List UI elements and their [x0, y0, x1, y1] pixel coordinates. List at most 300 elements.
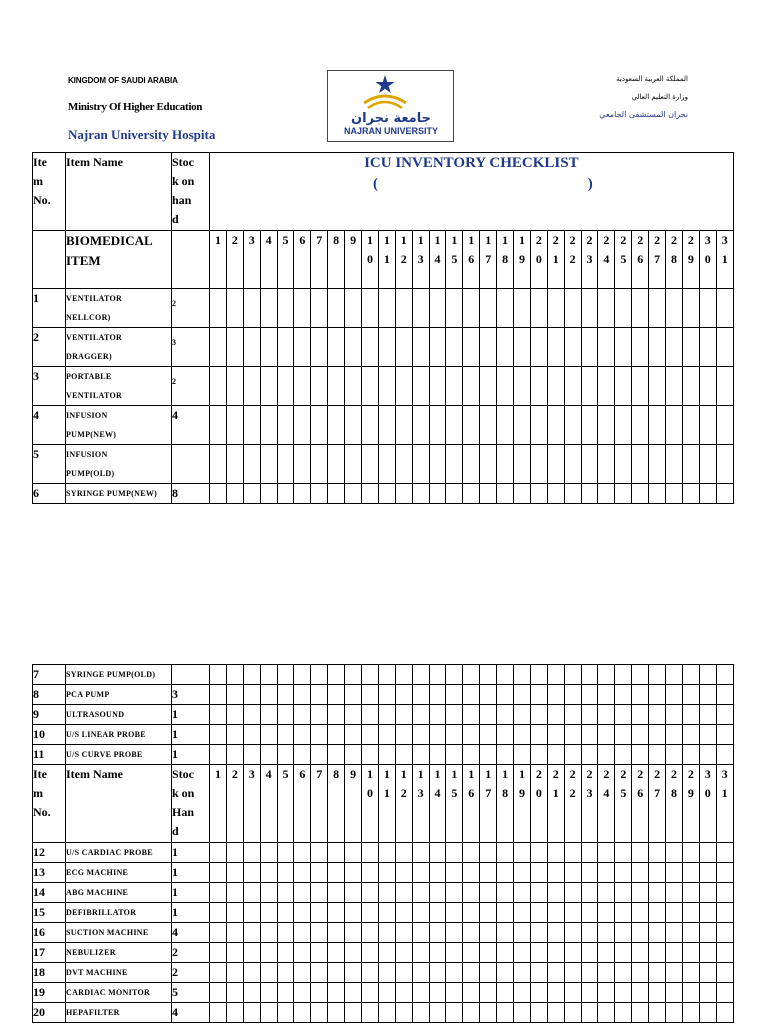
- table-row: [33, 289, 734, 328]
- day-check-cell: [429, 903, 446, 923]
- day-check-cell: [615, 705, 632, 725]
- day-number: 2 4: [598, 231, 615, 289]
- day-number: 1 1: [378, 231, 395, 289]
- day-check-cell: [480, 705, 497, 725]
- day-check-cell: [514, 943, 531, 963]
- day-check-cell: [311, 445, 328, 484]
- day-check-cell: [480, 445, 497, 484]
- day-check-cell: [378, 883, 395, 903]
- day-check-cell: [311, 983, 328, 1003]
- day-check-cell: [412, 289, 429, 328]
- day-check-cell: [412, 745, 429, 765]
- day-check-cell: [446, 406, 463, 445]
- day-check-cell: [564, 883, 581, 903]
- day-check-cell: [666, 367, 683, 406]
- day-check-cell: [277, 328, 294, 367]
- day-check-cell: [480, 665, 497, 685]
- day-check-cell: [547, 445, 564, 484]
- day-check-cell: [277, 445, 294, 484]
- day-check-cell: [598, 745, 615, 765]
- day-number: 3 1: [716, 765, 733, 843]
- day-check-cell: [682, 943, 699, 963]
- day-check-cell: [210, 983, 227, 1003]
- day-check-cell: [480, 484, 497, 504]
- day-check-cell: [277, 367, 294, 406]
- stock-on-hand: 1: [172, 863, 210, 883]
- day-check-cell: [395, 289, 412, 328]
- day-check-cell: [277, 1003, 294, 1023]
- day-check-cell: [277, 665, 294, 685]
- day-check-cell: [260, 943, 277, 963]
- day-check-cell: [530, 903, 547, 923]
- day-check-cell: [716, 923, 733, 943]
- stock-on-hand: 4: [172, 1003, 210, 1023]
- day-check-cell: [699, 883, 716, 903]
- day-check-cell: [328, 289, 345, 328]
- day-check-cell: [277, 943, 294, 963]
- day-check-cell: [328, 745, 345, 765]
- day-check-cell: [429, 923, 446, 943]
- stock-on-hand: 3: [172, 685, 210, 705]
- day-number: 1 7: [480, 231, 497, 289]
- day-check-cell: [615, 665, 632, 685]
- item-name: SUCTION MACHINE: [66, 923, 172, 943]
- day-check-cell: [378, 983, 395, 1003]
- day-check-cell: [682, 745, 699, 765]
- day-check-cell: [345, 1003, 362, 1023]
- day-check-cell: [429, 289, 446, 328]
- stock-on-hand: 1: [172, 883, 210, 903]
- item-name: U/S CURVE PROBE: [66, 745, 172, 765]
- day-number: 2 5: [615, 231, 632, 289]
- day-check-cell: [682, 685, 699, 705]
- stock-on-hand: 4: [172, 923, 210, 943]
- day-check-cell: [378, 705, 395, 725]
- day-check-cell: [632, 1003, 649, 1023]
- day-check-cell: [581, 328, 598, 367]
- day-check-cell: [277, 923, 294, 943]
- day-check-cell: [210, 665, 227, 685]
- day-number: 6: [294, 231, 311, 289]
- day-check-cell: [345, 705, 362, 725]
- day-check-cell: [429, 863, 446, 883]
- table-row: [33, 903, 734, 923]
- day-check-cell: [226, 883, 243, 903]
- day-check-cell: [547, 1003, 564, 1023]
- day-check-cell: [514, 289, 531, 328]
- day-check-cell: [395, 903, 412, 923]
- day-check-cell: [345, 923, 362, 943]
- day-check-cell: [412, 903, 429, 923]
- day-check-cell: [446, 883, 463, 903]
- item-number: 7: [33, 665, 66, 685]
- day-check-cell: [226, 923, 243, 943]
- day-check-cell: [463, 1003, 480, 1023]
- day-check-cell: [716, 705, 733, 725]
- day-check-cell: [547, 963, 564, 983]
- day-check-cell: [260, 883, 277, 903]
- day-check-cell: [311, 863, 328, 883]
- day-check-cell: [362, 983, 379, 1003]
- day-check-cell: [699, 289, 716, 328]
- day-check-cell: [547, 883, 564, 903]
- day-check-cell: [547, 725, 564, 745]
- day-check-cell: [446, 843, 463, 863]
- day-check-cell: [463, 445, 480, 484]
- day-check-cell: [716, 883, 733, 903]
- day-number: 2 1: [547, 231, 564, 289]
- day-check-cell: [210, 445, 227, 484]
- day-check-cell: [530, 484, 547, 504]
- day-check-cell: [412, 983, 429, 1003]
- day-check-cell: [260, 328, 277, 367]
- table-row: [33, 983, 734, 1003]
- day-check-cell: [277, 843, 294, 863]
- day-check-cell: [682, 1003, 699, 1023]
- day-check-cell: [412, 705, 429, 725]
- arabic-hospital: نجران المستشفى الجامعي: [599, 110, 688, 119]
- day-check-cell: [564, 328, 581, 367]
- checklist-title-text: ICU INVENTORY CHECKLIST: [364, 155, 579, 171]
- day-number: 8: [328, 231, 345, 289]
- day-check-cell: [311, 843, 328, 863]
- inventory-table-2: [32, 664, 734, 1023]
- day-check-cell: [497, 923, 514, 943]
- day-header-row: [33, 231, 734, 289]
- day-check-cell: [311, 923, 328, 943]
- table-row: [33, 843, 734, 863]
- day-check-cell: [243, 665, 260, 685]
- day-check-cell: [446, 983, 463, 1003]
- day-check-cell: [547, 903, 564, 923]
- day-check-cell: [497, 445, 514, 484]
- day-check-cell: [463, 863, 480, 883]
- day-check-cell: [547, 665, 564, 685]
- day-check-cell: [666, 745, 683, 765]
- day-number: 1 4: [429, 231, 446, 289]
- day-check-cell: [378, 406, 395, 445]
- day-check-cell: [362, 843, 379, 863]
- stock-on-hand: 2: [172, 943, 210, 963]
- day-check-cell: [547, 843, 564, 863]
- day-check-cell: [412, 1003, 429, 1023]
- day-check-cell: [649, 328, 666, 367]
- day-check-cell: [598, 903, 615, 923]
- day-check-cell: [682, 445, 699, 484]
- day-check-cell: [615, 725, 632, 745]
- day-check-cell: [378, 943, 395, 963]
- day-check-cell: [598, 705, 615, 725]
- kingdom-label: KINGDOM OF SAUDI ARABIA: [68, 76, 178, 85]
- day-check-cell: [530, 863, 547, 883]
- day-check-cell: [260, 367, 277, 406]
- day-check-cell: [699, 406, 716, 445]
- table-row: [33, 406, 734, 445]
- item-name: INFUSION PUMP(NEW): [66, 406, 172, 445]
- day-check-cell: [598, 883, 615, 903]
- day-check-cell: [378, 328, 395, 367]
- day-check-cell: [564, 406, 581, 445]
- day-check-cell: [564, 665, 581, 685]
- item-number: 10: [33, 725, 66, 745]
- day-check-cell: [294, 685, 311, 705]
- day-check-cell: [598, 328, 615, 367]
- day-number: 2 4: [598, 765, 615, 843]
- item-name: PORTABLE VENTILATOR: [66, 367, 172, 406]
- day-check-cell: [429, 963, 446, 983]
- day-check-cell: [530, 983, 547, 1003]
- day-check-cell: [649, 863, 666, 883]
- day-check-cell: [632, 983, 649, 1003]
- day-check-cell: [345, 328, 362, 367]
- day-check-cell: [294, 745, 311, 765]
- day-check-cell: [260, 705, 277, 725]
- day-check-cell: [598, 406, 615, 445]
- day-check-cell: [294, 1003, 311, 1023]
- item-name: U/S CARDIAC PROBE: [66, 843, 172, 863]
- day-check-cell: [480, 328, 497, 367]
- day-check-cell: [598, 289, 615, 328]
- day-check-cell: [210, 883, 227, 903]
- day-check-cell: [395, 725, 412, 745]
- day-check-cell: [328, 903, 345, 923]
- day-check-cell: [226, 863, 243, 883]
- day-check-cell: [463, 745, 480, 765]
- day-check-cell: [615, 963, 632, 983]
- day-check-cell: [345, 367, 362, 406]
- day-check-cell: [699, 863, 716, 883]
- day-check-cell: [311, 903, 328, 923]
- day-check-cell: [530, 963, 547, 983]
- day-check-cell: [480, 1003, 497, 1023]
- day-number: 1 9: [514, 231, 531, 289]
- day-check-cell: [378, 367, 395, 406]
- day-check-cell: [260, 903, 277, 923]
- inventory-table-1: [32, 152, 734, 504]
- day-check-cell: [497, 863, 514, 883]
- day-check-cell: [294, 328, 311, 367]
- item-number: 9: [33, 705, 66, 725]
- day-check-cell: [632, 903, 649, 923]
- day-number: 1 5: [446, 765, 463, 843]
- day-number: 1 8: [497, 765, 514, 843]
- day-check-cell: [210, 484, 227, 504]
- day-check-cell: [480, 843, 497, 863]
- day-check-cell: [666, 725, 683, 745]
- day-check-cell: [226, 1003, 243, 1023]
- day-check-cell: [699, 725, 716, 745]
- day-check-cell: [514, 863, 531, 883]
- day-check-cell: [666, 406, 683, 445]
- day-number: 5: [277, 765, 294, 843]
- day-check-cell: [345, 445, 362, 484]
- day-check-cell: [615, 484, 632, 504]
- stock-on-hand: 1: [172, 725, 210, 745]
- day-check-cell: [564, 983, 581, 1003]
- day-check-cell: [564, 445, 581, 484]
- day-check-cell: [260, 665, 277, 685]
- day-check-cell: [395, 983, 412, 1003]
- day-check-cell: [649, 843, 666, 863]
- day-check-cell: [243, 883, 260, 903]
- day-number: 2 0: [530, 231, 547, 289]
- table-row: [33, 883, 734, 903]
- stock-on-hand: 1: [172, 745, 210, 765]
- day-check-cell: [581, 943, 598, 963]
- day-check-cell: [311, 943, 328, 963]
- day-check-cell: [395, 705, 412, 725]
- day-check-cell: [277, 289, 294, 328]
- day-check-cell: [632, 863, 649, 883]
- day-check-cell: [564, 963, 581, 983]
- day-check-cell: [581, 1003, 598, 1023]
- day-check-cell: [446, 1003, 463, 1023]
- day-check-cell: [682, 484, 699, 504]
- header-item-name: Item Name: [66, 765, 172, 843]
- item-name: ULTRASOUND: [66, 705, 172, 725]
- day-check-cell: [277, 685, 294, 705]
- day-number: 2 2: [564, 231, 581, 289]
- logo-english: NAJRAN UNIVERSITY: [343, 126, 439, 136]
- day-check-cell: [277, 484, 294, 504]
- day-check-cell: [345, 665, 362, 685]
- day-check-cell: [463, 883, 480, 903]
- stock-on-hand: 4: [172, 406, 210, 445]
- day-check-cell: [632, 745, 649, 765]
- day-check-cell: [243, 328, 260, 367]
- day-check-cell: [328, 445, 345, 484]
- day-check-cell: [514, 328, 531, 367]
- day-check-cell: [429, 484, 446, 504]
- day-check-cell: [446, 963, 463, 983]
- item-name: SYRINGE PUMP(OLD): [66, 665, 172, 685]
- day-check-cell: [362, 289, 379, 328]
- day-check-cell: [598, 445, 615, 484]
- day-check-cell: [666, 665, 683, 685]
- day-check-cell: [649, 685, 666, 705]
- day-check-cell: [497, 367, 514, 406]
- day-number: 2 6: [632, 765, 649, 843]
- day-check-cell: [632, 943, 649, 963]
- day-check-cell: [446, 685, 463, 705]
- item-name: VENTILATOR DRAGGER): [66, 328, 172, 367]
- day-check-cell: [598, 863, 615, 883]
- day-check-cell: [412, 685, 429, 705]
- day-check-cell: [378, 725, 395, 745]
- item-number: 20: [33, 1003, 66, 1023]
- day-check-cell: [446, 665, 463, 685]
- day-check-cell: [666, 685, 683, 705]
- day-check-cell: [615, 903, 632, 923]
- day-check-cell: [328, 328, 345, 367]
- day-check-cell: [362, 328, 379, 367]
- header-stock: Stoc k on han d: [172, 153, 210, 231]
- day-check-cell: [429, 685, 446, 705]
- day-check-cell: [497, 1003, 514, 1023]
- day-number: 2 0: [530, 765, 547, 843]
- stock-on-hand: 1: [172, 843, 210, 863]
- day-number: 1 1: [378, 765, 395, 843]
- day-check-cell: [480, 685, 497, 705]
- day-check-cell: [311, 745, 328, 765]
- day-check-cell: [530, 705, 547, 725]
- day-check-cell: [429, 328, 446, 367]
- arabic-ministry: وزارة التعليم العالي: [631, 93, 688, 101]
- day-number: 2: [226, 231, 243, 289]
- day-check-cell: [514, 665, 531, 685]
- day-number: 7: [311, 765, 328, 843]
- day-check-cell: [581, 406, 598, 445]
- table-row: [33, 745, 734, 765]
- day-check-cell: [294, 923, 311, 943]
- day-check-cell: [260, 445, 277, 484]
- table-row: [33, 705, 734, 725]
- day-check-cell: [480, 983, 497, 1003]
- day-number: 5: [277, 231, 294, 289]
- day-check-cell: [260, 289, 277, 328]
- day-check-cell: [649, 983, 666, 1003]
- arabic-kingdom: المملكة العربية السعودية: [616, 75, 688, 83]
- day-check-cell: [378, 665, 395, 685]
- day-check-cell: [210, 923, 227, 943]
- day-check-cell: [716, 406, 733, 445]
- day-check-cell: [429, 665, 446, 685]
- day-check-cell: [412, 367, 429, 406]
- day-check-cell: [716, 963, 733, 983]
- table-row: [33, 963, 734, 983]
- item-number: 1: [33, 289, 66, 328]
- day-check-cell: [395, 963, 412, 983]
- day-check-cell: [682, 289, 699, 328]
- day-number: 2 9: [682, 231, 699, 289]
- day-check-cell: [463, 725, 480, 745]
- day-check-cell: [294, 843, 311, 863]
- day-check-cell: [716, 328, 733, 367]
- day-check-cell: [682, 923, 699, 943]
- day-check-cell: [497, 406, 514, 445]
- day-check-cell: [446, 367, 463, 406]
- day-number: 1 3: [412, 231, 429, 289]
- day-check-cell: [243, 725, 260, 745]
- item-number: 6: [33, 484, 66, 504]
- day-check-cell: [581, 883, 598, 903]
- stock-on-hand: 1: [172, 705, 210, 725]
- day-check-cell: [649, 903, 666, 923]
- day-check-cell: [682, 903, 699, 923]
- day-number: 3 0: [699, 231, 716, 289]
- day-check-cell: [632, 705, 649, 725]
- day-check-cell: [395, 445, 412, 484]
- day-number: 2 8: [666, 765, 683, 843]
- item-number: 12: [33, 843, 66, 863]
- header-item-no: Ite m No.: [33, 765, 66, 843]
- day-number: 1 8: [497, 231, 514, 289]
- day-check-cell: [311, 705, 328, 725]
- day-check-cell: [429, 725, 446, 745]
- day-check-cell: [378, 923, 395, 943]
- stock-on-hand: 3: [172, 328, 210, 367]
- day-check-cell: [632, 685, 649, 705]
- day-check-cell: [463, 328, 480, 367]
- day-check-cell: [226, 903, 243, 923]
- day-check-cell: [446, 705, 463, 725]
- stock-on-hand: 5: [172, 983, 210, 1003]
- day-check-cell: [716, 745, 733, 765]
- day-number: 6: [294, 765, 311, 843]
- day-check-cell: [699, 923, 716, 943]
- day-check-cell: [243, 943, 260, 963]
- day-check-cell: [345, 745, 362, 765]
